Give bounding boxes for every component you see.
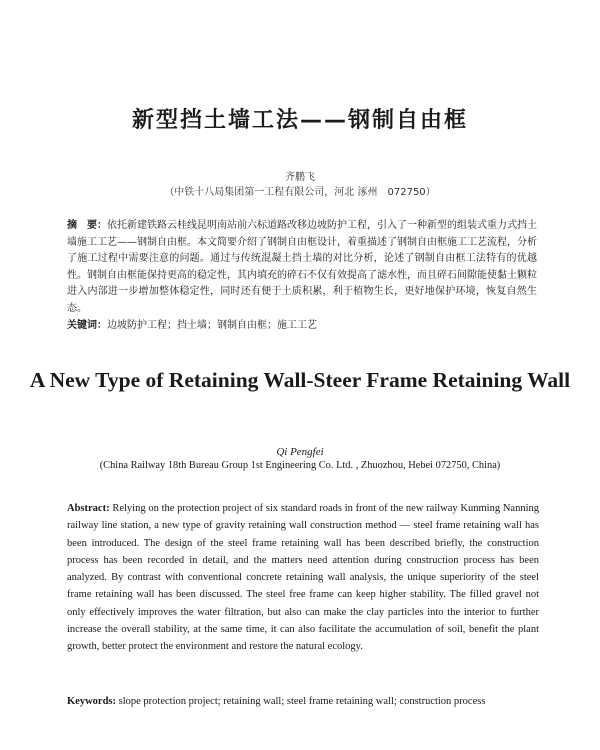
chinese-abstract-label: 摘 要： <box>67 220 107 231</box>
chinese-title: 新型挡土墙工法——钢制自由框 <box>131 108 468 133</box>
english-title: A New Type of Retaining Wall-Steer Frame Retaining Wall <box>29 368 571 392</box>
english-affiliation: (China Railway 18th Bureau Group 1st Engineering Co. Ltd. , Zhuozhou, Hebei 072750, China) <box>99 460 501 471</box>
chinese-abstract <box>67 218 537 317</box>
english-abstract <box>67 500 539 656</box>
english-abstract-label: Abstract: <box>67 503 110 514</box>
chinese-keywords-text: 边坡防护工程；挡土墙；钢制自由框；施工工艺 <box>107 320 317 331</box>
english-abstract-text: Relying on the protection project of six standard roads in front of the new railway Kunming Nanning railway line station, a new type of gravity retaining wall construction method — steel frame retaining wall has been introduced. The design of the steel frame retaining wall has been described briefly, the construction process has been recorded in detail, and the matters need attention during construction process has been analyzed. By contrast with conventional concrete retaining wall analysis, the unique superiority of the steel frame retaining wall has been discussed. The steel free frame can keep higher stability. The filled gravel not only effectively improves the water filtration, but also can make the clay particles into the interior to further increase the overall stability, at the same time, it can also facilitate the accumulation of soil, benefit the plant growth, better protect the environment and restore the natural ecology. <box>67 503 540 653</box>
chinese-abstract-text: 依托新建铁路云桂线昆明南站前六标道路改移边坡防护工程，引入了一种新型的组装式重力式挡土墙施工工艺——钢制自由框。本文简要介绍了钢制自由框设计，着重描述了钢制自由框施工工艺流程，分析了施工过程中需要注意的问题。通过与传统混凝土挡土墙的对比分析，论述了钢制自由框工法特有的优越性。钢制自由框能保持更高的稳定性，其内填充的碎石不仅有效提高了滤水性，而且碎石间隙能使黏土颗粒进入内部进一步增加整体稳定性，同时还有便于土质积累，利于植物生长，更好地保护环境，恢复自然生态。 <box>67 220 537 314</box>
english-author: Qi Pengfei <box>276 446 324 458</box>
chinese-author: 齐鹏飞 <box>285 172 315 183</box>
chinese-keywords <box>67 318 537 334</box>
chinese-affiliation: （中铁十八局集团第一工程有限公司，河北 涿州 072750） <box>164 187 436 198</box>
english-keywords <box>67 693 539 710</box>
english-keywords-text: slope protection project; retaining wall; steel frame retaining wall; construction process <box>118 696 486 707</box>
english-keywords-label: Keywords: <box>67 696 116 707</box>
chinese-keywords-label: 关键词： <box>67 320 107 331</box>
